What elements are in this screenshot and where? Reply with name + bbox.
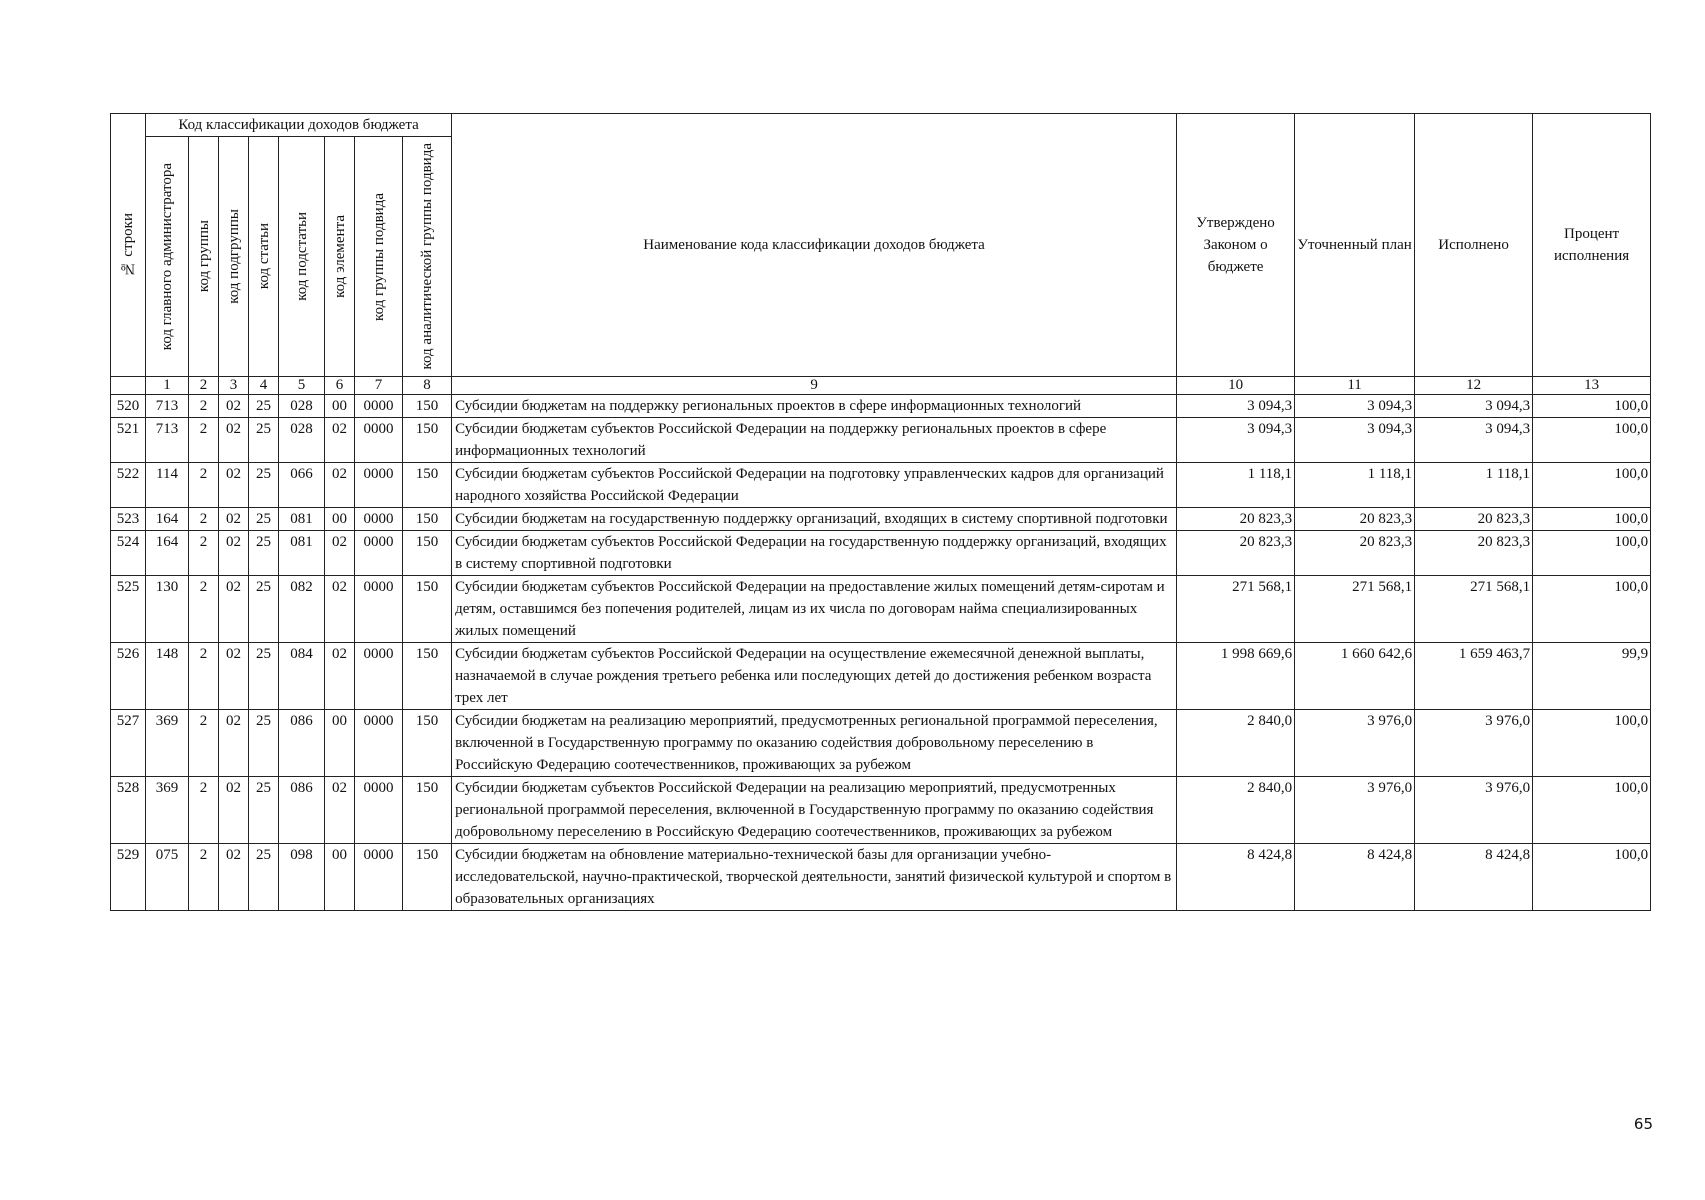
code-analytic: 150	[403, 576, 452, 643]
code-element: 02	[325, 777, 355, 844]
col-number: 11	[1295, 377, 1415, 395]
code-group: 2	[189, 395, 219, 418]
code-subtype-group: 0000	[355, 576, 403, 643]
row-number: 527	[111, 710, 146, 777]
executed-value: 20 823,3	[1415, 508, 1533, 531]
revenue-name: Субсидии бюджетам на обновление материально-технической базы для организации учебно-исследовательской, научно-практической, творческой деятельности, занятий физической культурой и спортом в образовательных организациях	[452, 844, 1177, 911]
table-row	[111, 463, 1651, 508]
code-admin: 075	[146, 844, 189, 911]
header-row-no: № строки	[111, 114, 146, 377]
code-subarticle: 028	[279, 395, 325, 418]
percent-value: 100,0	[1533, 463, 1651, 508]
executed-value: 3 094,3	[1415, 395, 1533, 418]
approved-value: 3 094,3	[1177, 395, 1295, 418]
percent-value: 100,0	[1533, 576, 1651, 643]
code-element: 02	[325, 643, 355, 710]
plan-value: 3 976,0	[1295, 777, 1415, 844]
code-element: 00	[325, 710, 355, 777]
code-subtype-group: 0000	[355, 418, 403, 463]
header-code-element: код элемента	[325, 137, 355, 377]
approved-value: 3 094,3	[1177, 418, 1295, 463]
header-code-analytic: код аналитической группы подвида	[403, 137, 452, 377]
code-article: 25	[249, 395, 279, 418]
executed-value: 3 094,3	[1415, 418, 1533, 463]
code-subgroup: 02	[219, 395, 249, 418]
code-article: 25	[249, 508, 279, 531]
code-analytic: 150	[403, 710, 452, 777]
percent-value: 100,0	[1533, 531, 1651, 576]
row-number: 529	[111, 844, 146, 911]
header-code-article: код статьи	[249, 137, 279, 377]
code-subgroup: 02	[219, 710, 249, 777]
code-group: 2	[189, 508, 219, 531]
code-subtype-group: 0000	[355, 844, 403, 911]
revenue-name: Субсидии бюджетам на государственную поддержку организаций, входящих в систему спортивной подготовки	[452, 508, 1177, 531]
code-analytic: 150	[403, 395, 452, 418]
row-number: 524	[111, 531, 146, 576]
code-group: 2	[189, 576, 219, 643]
code-subtype-group: 0000	[355, 710, 403, 777]
header-percent: Процент исполнения	[1533, 114, 1651, 377]
code-group: 2	[189, 777, 219, 844]
header-code-subarticle: код подстатьи	[279, 137, 325, 377]
col-number: 9	[452, 377, 1177, 395]
revenue-name: Субсидии бюджетам на поддержку региональных проектов в сфере информационных технологий	[452, 395, 1177, 418]
approved-value: 2 840,0	[1177, 777, 1295, 844]
code-admin: 114	[146, 463, 189, 508]
executed-value: 1 118,1	[1415, 463, 1533, 508]
table-row	[111, 418, 1651, 463]
code-group: 2	[189, 418, 219, 463]
code-admin: 164	[146, 531, 189, 576]
code-analytic: 150	[403, 844, 452, 911]
col-number: 6	[325, 377, 355, 395]
code-element: 00	[325, 395, 355, 418]
table-row	[111, 508, 1651, 531]
code-group: 2	[189, 710, 219, 777]
code-article: 25	[249, 531, 279, 576]
code-element: 02	[325, 418, 355, 463]
code-analytic: 150	[403, 531, 452, 576]
code-subarticle: 098	[279, 844, 325, 911]
code-subarticle: 086	[279, 710, 325, 777]
plan-value: 20 823,3	[1295, 508, 1415, 531]
table-row	[111, 395, 1651, 418]
percent-value: 99,9	[1533, 643, 1651, 710]
code-subtype-group: 0000	[355, 531, 403, 576]
code-subarticle: 086	[279, 777, 325, 844]
header-code-admin: код главного администратора	[146, 137, 189, 377]
executed-value: 8 424,8	[1415, 844, 1533, 911]
table-row	[111, 710, 1651, 777]
revenue-name: Субсидии бюджетам субъектов Российской Федерации на подготовку управленческих кадров для организаций народного хозяйства Российской Федерации	[452, 463, 1177, 508]
row-number: 528	[111, 777, 146, 844]
revenue-name: Субсидии бюджетам субъектов Российской Федерации на предоставление жилых помещений детям-сиротам и детям, оставшимся без попечения родителей, лицам из их числа по договорам найма специализированных жилых помещений	[452, 576, 1177, 643]
row-number: 521	[111, 418, 146, 463]
plan-value: 1 660 642,6	[1295, 643, 1415, 710]
page-number: 65	[1633, 1115, 1653, 1133]
executed-value: 3 976,0	[1415, 710, 1533, 777]
header-approved: Утверждено Законом о бюджете	[1177, 114, 1295, 377]
code-subtype-group: 0000	[355, 508, 403, 531]
row-number: 526	[111, 643, 146, 710]
code-group: 2	[189, 844, 219, 911]
code-element: 00	[325, 844, 355, 911]
header-code-group-col: код группы	[189, 137, 219, 377]
table-row	[111, 531, 1651, 576]
code-group: 2	[189, 531, 219, 576]
plan-value: 20 823,3	[1295, 531, 1415, 576]
percent-value: 100,0	[1533, 508, 1651, 531]
code-subarticle: 066	[279, 463, 325, 508]
approved-value: 2 840,0	[1177, 710, 1295, 777]
plan-value: 1 118,1	[1295, 463, 1415, 508]
revenue-name: Субсидии бюджетам субъектов Российской Федерации на осуществление ежемесячной денежной выплаты, назначаемой в случае рождения третьего ребенка или последующих детей до достижения ребенком возраста трех лет	[452, 643, 1177, 710]
code-subtype-group: 0000	[355, 777, 403, 844]
plan-value: 3 094,3	[1295, 418, 1415, 463]
code-analytic: 150	[403, 463, 452, 508]
col-number: 12	[1415, 377, 1533, 395]
code-subarticle: 081	[279, 508, 325, 531]
revenue-table	[110, 113, 1651, 911]
code-admin: 713	[146, 395, 189, 418]
code-analytic: 150	[403, 508, 452, 531]
code-analytic: 150	[403, 777, 452, 844]
header-name: Наименование кода классификации доходов бюджета	[452, 114, 1177, 377]
code-subgroup: 02	[219, 777, 249, 844]
row-number: 522	[111, 463, 146, 508]
table-row	[111, 844, 1651, 911]
executed-value: 20 823,3	[1415, 531, 1533, 576]
code-admin: 130	[146, 576, 189, 643]
code-admin: 369	[146, 777, 189, 844]
code-subtype-group: 0000	[355, 463, 403, 508]
plan-value: 8 424,8	[1295, 844, 1415, 911]
code-admin: 713	[146, 418, 189, 463]
code-article: 25	[249, 643, 279, 710]
col-number: 2	[189, 377, 219, 395]
code-subgroup: 02	[219, 463, 249, 508]
code-article: 25	[249, 844, 279, 911]
revenue-name: Субсидии бюджетам субъектов Российской Федерации на государственную поддержку организаций, входящих в систему спортивной подготовки	[452, 531, 1177, 576]
col-number: 7	[355, 377, 403, 395]
col-number: 13	[1533, 377, 1651, 395]
percent-value: 100,0	[1533, 395, 1651, 418]
col-number: 3	[219, 377, 249, 395]
percent-value: 100,0	[1533, 418, 1651, 463]
code-element: 02	[325, 531, 355, 576]
code-subarticle: 084	[279, 643, 325, 710]
revenue-name: Субсидии бюджетам на реализацию мероприятий, предусмотренных региональной программой переселения, включенной в Государственную программу по оказанию содействия добровольному переселению в Российскую Федерацию соотечественников, проживающих за рубежом	[452, 710, 1177, 777]
plan-value: 271 568,1	[1295, 576, 1415, 643]
table-row	[111, 643, 1651, 710]
code-analytic: 150	[403, 418, 452, 463]
approved-value: 271 568,1	[1177, 576, 1295, 643]
approved-value: 1 998 669,6	[1177, 643, 1295, 710]
code-subgroup: 02	[219, 643, 249, 710]
approved-value: 20 823,3	[1177, 531, 1295, 576]
row-number: 523	[111, 508, 146, 531]
approved-value: 1 118,1	[1177, 463, 1295, 508]
col-number: 8	[403, 377, 452, 395]
header-plan: Уточненный план	[1295, 114, 1415, 377]
code-admin: 148	[146, 643, 189, 710]
code-subgroup: 02	[219, 844, 249, 911]
code-article: 25	[249, 463, 279, 508]
code-admin: 164	[146, 508, 189, 531]
row-number: 525	[111, 576, 146, 643]
executed-value: 271 568,1	[1415, 576, 1533, 643]
code-admin: 369	[146, 710, 189, 777]
col-number: 5	[279, 377, 325, 395]
code-subtype-group: 0000	[355, 643, 403, 710]
percent-value: 100,0	[1533, 844, 1651, 911]
revenue-name: Субсидии бюджетам субъектов Российской Федерации на реализацию мероприятий, предусмотренных региональной программой переселения, включенной в Государственную программу по оказанию содействия добровольному переселению в Российскую Федерацию соотечественников, проживающих за рубежом	[452, 777, 1177, 844]
col-number: 10	[1177, 377, 1295, 395]
code-element: 02	[325, 576, 355, 643]
header-code-subtype-group: код группы подвида	[355, 137, 403, 377]
approved-value: 8 424,8	[1177, 844, 1295, 911]
code-element: 02	[325, 463, 355, 508]
revenue-name: Субсидии бюджетам субъектов Российской Федерации на поддержку региональных проектов в сфере информационных технологий	[452, 418, 1177, 463]
code-group: 2	[189, 643, 219, 710]
header-executed: Исполнено	[1415, 114, 1533, 377]
col-number: 1	[146, 377, 189, 395]
code-subgroup: 02	[219, 576, 249, 643]
code-element: 00	[325, 508, 355, 531]
code-subgroup: 02	[219, 508, 249, 531]
code-article: 25	[249, 777, 279, 844]
code-subarticle: 082	[279, 576, 325, 643]
code-subgroup: 02	[219, 418, 249, 463]
percent-value: 100,0	[1533, 777, 1651, 844]
col-number-blank	[111, 377, 146, 395]
col-number: 4	[249, 377, 279, 395]
approved-value: 20 823,3	[1177, 508, 1295, 531]
plan-value: 3 976,0	[1295, 710, 1415, 777]
code-article: 25	[249, 418, 279, 463]
row-number: 520	[111, 395, 146, 418]
executed-value: 1 659 463,7	[1415, 643, 1533, 710]
percent-value: 100,0	[1533, 710, 1651, 777]
code-group: 2	[189, 463, 219, 508]
code-subarticle: 081	[279, 531, 325, 576]
executed-value: 3 976,0	[1415, 777, 1533, 844]
header-code-subgroup: код подгруппы	[219, 137, 249, 377]
code-article: 25	[249, 710, 279, 777]
table-row	[111, 576, 1651, 643]
table-row	[111, 777, 1651, 844]
code-analytic: 150	[403, 643, 452, 710]
code-subgroup: 02	[219, 531, 249, 576]
code-subtype-group: 0000	[355, 395, 403, 418]
plan-value: 3 094,3	[1295, 395, 1415, 418]
header-code-group: Код классификации доходов бюджета	[146, 114, 452, 137]
code-article: 25	[249, 576, 279, 643]
code-subarticle: 028	[279, 418, 325, 463]
